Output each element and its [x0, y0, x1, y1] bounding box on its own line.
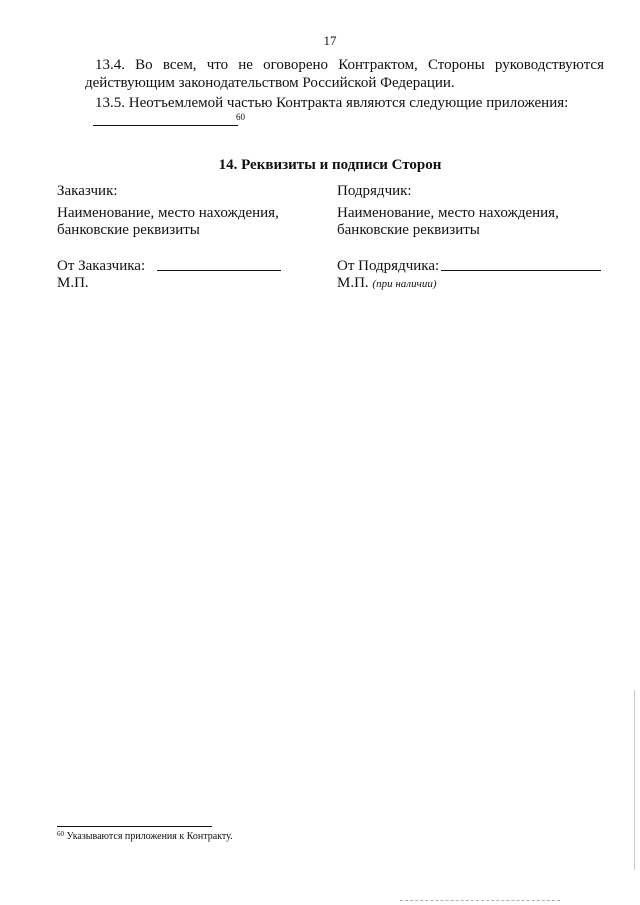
contractor-label: Подрядчик:: [337, 183, 412, 199]
paragraph-13-5: 13.5. Неотъемлемой частью Контракта являются следующие приложения:: [95, 95, 569, 111]
footnote-number: 60: [57, 830, 64, 838]
customer-signature-line: [157, 270, 281, 271]
section-14-heading: 14. Реквизиты и подписи Сторон: [218, 157, 442, 173]
contractor-details-line1: Наименование, место нахождения,: [337, 205, 559, 221]
footnote-60: [57, 831, 233, 842]
contractor-seal-note: (при наличии): [372, 278, 437, 290]
customer-sign-label: От Заказчика:: [57, 258, 146, 274]
contractor-details-line2: банковские реквизиты: [337, 222, 480, 238]
footnote-reference-60: 60: [236, 112, 245, 122]
paragraph-13-4: 13.4. Во всем, что не оговорено Контрактом, Стороны руководствуются действующим законодательством Российской Федерации.: [85, 57, 604, 91]
contractor-signature-line: [441, 270, 601, 271]
footnote-text: Указываются приложения к Контракту.: [66, 831, 233, 842]
customer-details-line2: банковские реквизиты: [57, 222, 200, 238]
scan-bottom-artifact: [400, 900, 560, 901]
page-number: 17: [323, 33, 337, 48]
contractor-seal-row: [337, 274, 437, 293]
footnote-separator: [57, 826, 212, 827]
customer-label: Заказчик:: [57, 183, 118, 199]
scan-edge-artifact: [634, 690, 635, 870]
customer-details-line1: Наименование, место нахождения,: [57, 205, 279, 221]
customer-seal: М.П.: [57, 275, 89, 291]
attachments-blank-line: [93, 125, 238, 126]
contractor-sign-label: От Подрядчика:: [337, 258, 440, 274]
contractor-seal: М.П.: [337, 275, 369, 291]
